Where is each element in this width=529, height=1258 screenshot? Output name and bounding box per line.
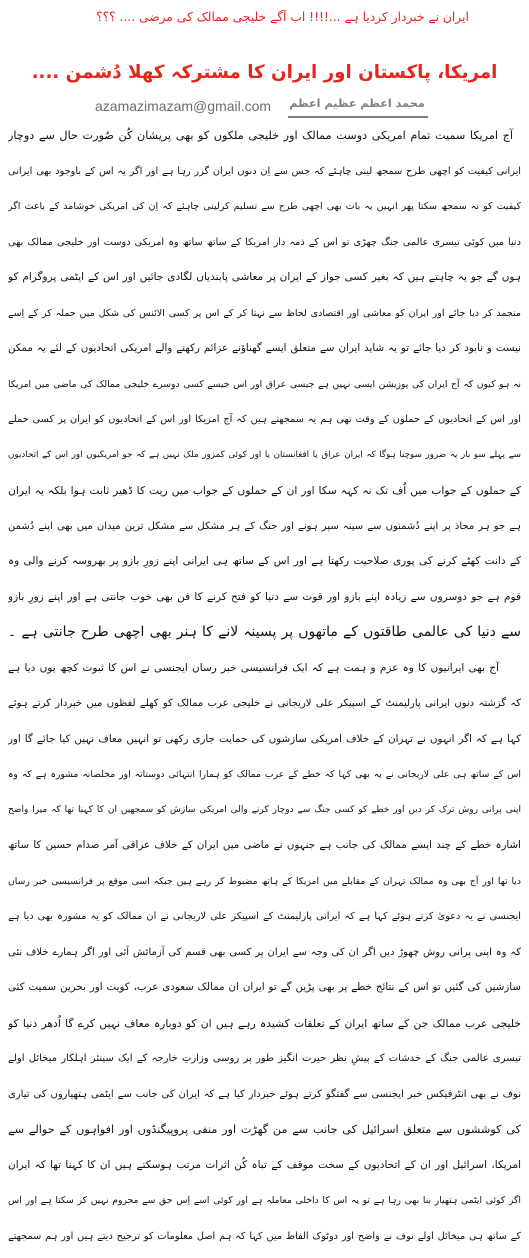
- author-name: محمد اعظم عظیم اعظم: [289, 97, 425, 110]
- article-line: سے پہلے سو بار یہ ضرور سوچنا ہوگا کہ ایران عراق یا افغانستان یا اور کوئی کمزور ملک نہیں ہے کہ جو امریکیوں اور اس کے اتحادیوں: [8, 449, 521, 460]
- article-line: کے حملوں کے جواب میں اُف تک نہ کہہ سکا اور ان کے حملوں کے جواب میں ریت کا ڈھیر ثابت ہوا بلکہ یہ ایران: [8, 484, 521, 497]
- author-email: azamazimazam@gmail.com: [95, 98, 272, 114]
- article-line: منجمد کر دیا جائے اور ایران کو معاشی اور اقتصادی لحاظ سے نہتا کر کے اس پر کسی الائنس کی شکل میں حملہ کر کے اِسے: [8, 307, 521, 319]
- article-line: ایجنسی نے یہ دعویٰ کرتے ہوئے کہا ہے کہ ایرانی پارلیمنٹ کے اسپیکر علی لاریجانی نے ان ممالک کو یہ مشورہ بھی دیا ہے: [8, 911, 521, 922]
- article-line: خلیجی عرب ممالک جن کے ساتھ ایران کے تعلقات کشیدہ رہے ہیں ان کو دوبارہ معاف نہیں کرے گا اُدھر دنیا کو: [8, 1016, 521, 1030]
- article-line: تیسری عالمی جنگ کے خدشات کے پیشِ نظر حیرت انگیز طور پر روسی وزارتِ خارجہ کے ایک سینئر اہلکار میخائل اولے: [8, 1053, 521, 1064]
- article-line: کہ وہ اپنی پرانی روش چھوڑ دیں اگر ان کی وجہ سے ایران پر کسی بھی قسم کی آزمائش آئی اور اگر ہمارے خلاف نئی: [8, 946, 521, 958]
- article-line: کے دانت کھٹے کرنے کی پوری صلاحیت رکھتا ہے اور اس کے ساتھ ہی ایرانی اپنے زورِ بازو پر بھروسہ کرنے والی وہ: [8, 555, 521, 567]
- article-line: اشارہ خطے کے چند ایسے ممالک کی جانب ہے جنہوں نے ماضی میں ایران کے خلاف عراقی آمر صدام حسین کا ساتھ: [8, 839, 521, 851]
- article-line: دنیا میں کوئی تیسری عالمی جنگ چھڑی تو اس کے ذمہ دار امریکا کے ساتھ ساتھ وہ امریکی دوست اور خلیجی ممالک بھی: [8, 236, 521, 248]
- article-line: اگر کوئی ایٹمی ہتھیار بنا بھی رہا ہے تو یہ اس کا داخلی معاملہ ہے اور کوئی اسے اِس حق سے محروم نہیں کر سکتا ہے اور اس: [8, 1195, 521, 1206]
- article-line: امریکا، اسرائیل اور ان کے اتحادیوں کے سخت موقف کے تباہ کُن اثرات مرتب ہوسکتے ہیں ان کا کہنا تھا کہ ایران: [8, 1158, 521, 1171]
- article-line: اپنی پرانی روش ترک کر دیں اور خطے کو کسی جنگ سے دوچار کرنے والی امریکی سازش کو سمجھیں ان کا کہنا تھا کہ میرا واضح: [8, 804, 521, 815]
- article-title: امریکا، پاکستان اور ایران کا مشترکہ کھلا دُشمن ....: [31, 62, 498, 83]
- article-line: نوف نے بھی انٹرفیکس خبر ایجنسی سے گفتگو کرتے ہوئے خبردار کیا ہے کہ ایران کی جانب سے ایٹمی ہتھیاروں کی تیاری: [8, 1088, 521, 1100]
- article-line: اس کے ساتھ ہی علی لاریجانی نے یہ بھی کہا کہ خطے کے عرب ممالک کو ہمارا انتہائی دوستانہ اور مخلصانہ مشورہ ہے کہ وہ: [8, 769, 521, 780]
- article-line: کہ گزشتہ دنوں ایرانی پارلیمنٹ کے اسپیکر علی لاریجانی نے خلیجی عرب ممالک کو کھلے لفظوں میں خبردار کرتے ہوئے: [8, 698, 521, 709]
- article-line: ایرانی کیفیت کو اچھی طرح سمجھ لینی چاہئے کہ جس سے اِن دنوں ایران گزر رہا ہے اور اگر یہ اس کے باوجود بھی ایرانی: [8, 165, 521, 177]
- article-line: آج امریکا سمیت تمام امریکی دوست ممالک اور خلیجی ملکوں کو بھی پریشان کُن صُورت حال سے دوچار: [8, 129, 513, 142]
- article-line: نیست و نابود کر دیا جائے تو یہ شاید ایران سے متعلق ایسے گھناؤنے عزائم رکھنے والے امریکی اتحادیوں کے لئے یہ ممکن: [8, 342, 521, 354]
- article-line: کہا ہے کہ اگر انہوں نے تہران کے خلاف امریکی سازشوں کی حمایت جاری رکھی تو انہیں معاف نہیں کیا جائے گا اور: [8, 732, 521, 745]
- article-line: دیا تھا اور آج بھی وہ ممالک تہران کے مقابلے میں امریکا کے ہاتھ مضبوط کر رہے ہیں جبکہ اسی موقع پر فرانسیسی خبر رساں: [8, 875, 521, 887]
- article-line: سازشیں کی گئیں تو اس کے نتائج خطے پر بھی پڑیں گے تو ایران ان ممالک سعودی عرب، کویت اور بحرین سمیت کئی: [8, 981, 521, 993]
- article-body: [8, 118, 521, 1254]
- headline-kicker: ایران نے خبردار کردیا ہے ...!!!! اب آگے خلیجی ممالک کی مرضی .... ؟؟؟: [96, 10, 469, 24]
- article-line: نہ ہو کیوں کہ آج ایران کی پوزیشن ایسی نہیں ہے جیسی عراق اور اس جیسے کسی دوسرے خلیجی ممالک کی ماضی میں امریکا: [8, 378, 521, 390]
- article-line: قوم ہے جو دوسروں سے زیادہ اپنے بازو اور قوت سے دنیا کو فتح کرنے کا فن بھی خوب جانتی ہے اور اپنے زورِ بازو: [8, 590, 521, 603]
- article-line: ہوں گے جو یہ چاہتے ہیں کہ بغیر کسی جواز کے ایران پر معاشی پابندیاں لگادی جائیں اور اس کے ایٹمی پروگرام کو: [8, 271, 521, 283]
- article-line: اور اس کے اتحادیوں کے حملوں کے وقت تھی ہم یہ سمجھتے ہیں کہ آج امریکا اور اس کے اتحادیوں کو ایران پر کسی حملے: [8, 414, 521, 425]
- article-line: آج بھی ایرانیوں کا وہ عزم و ہمت ہے کہ ایک فرانسیسی خبر رساں ایجنسی نے اس کا ثبوت کچھ یوں دیا ہے: [8, 661, 499, 674]
- article-line: کی کوششوں سے متعلق اسرائیل کی جانب سے من گھڑت اور منفی پروپیگنڈوں اور افواہوں کے حوالے سے: [8, 1123, 521, 1136]
- article-line: ہے جو ہر محاذ پر اپنے دُشمنوں سے سینہ سپر ہونے اور جنگ کے ہر مشکل سے مشکل ترین میدان میں بھی اپنے دُشمن: [8, 520, 521, 532]
- article-line: کیفیت کو نہ سمجھ سکتا پھر انہیں یہ بات بھی اچھی طرح سے تسلیم کرلینی چاہئے کہ اِن کی امریکی خوشامد کے باعث اگر: [8, 201, 521, 212]
- article-line: سے دنیا کی عالمی طاقتوں کے ماتھوں پر پسینہ لانے کا ہنر بھی اچھی طرح جانتی ہے ۔: [8, 624, 521, 640]
- article-line: کے ساتھ ہی میخائل اولے نوف نے واضح اور دوٹوک الفاظ میں کہا کہ ہم اصل معلومات کو ترجیح دیتے ہیں اور ہم سمجھتے: [8, 1230, 521, 1242]
